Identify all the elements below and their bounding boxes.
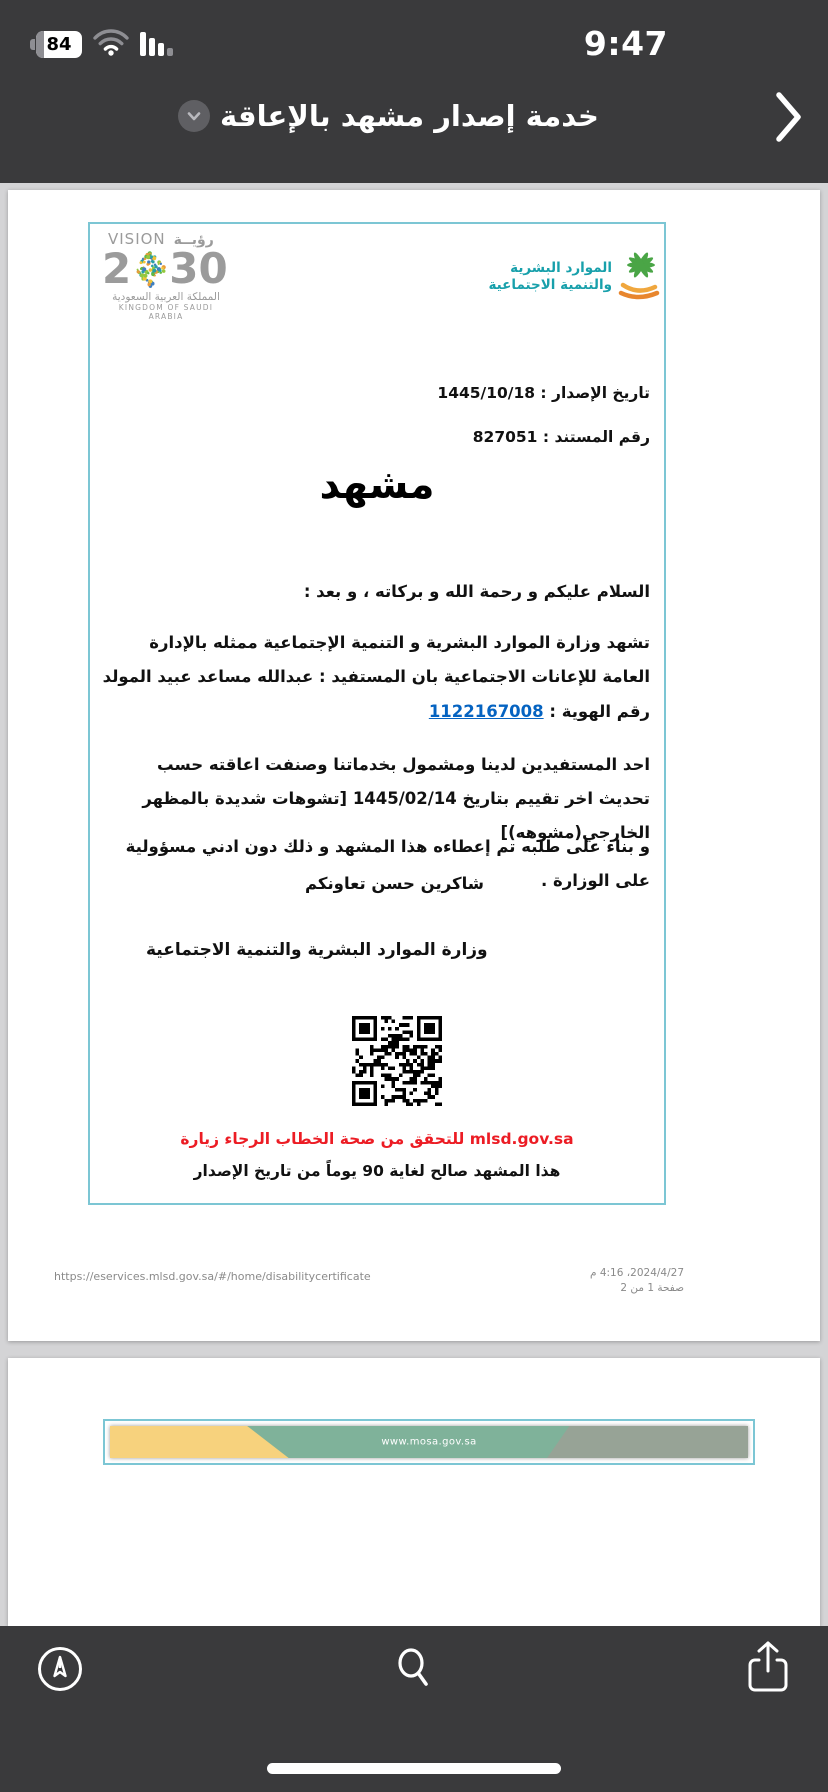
page2-footer-banner xyxy=(110,1426,748,1458)
vision-word-en: VISION xyxy=(108,230,166,248)
wifi-icon xyxy=(93,29,129,60)
footer-source-url: https://eservices.mlsd.gov.sa/#/home/disabilitycertificate xyxy=(54,1270,371,1283)
document-number-line: رقم المستند : 827051 xyxy=(472,428,650,446)
body-paragraph-3: و بناء على طلبه تم إعطاءه هذا المشهد و ذلك دون ادني مسؤولية على الوزارة . xyxy=(125,837,650,890)
document-number-value: 827051 xyxy=(472,428,538,446)
battery-icon xyxy=(36,31,82,58)
footer-datetime: 2024/4/27، 4:16 م xyxy=(589,1267,684,1279)
body-paragraph-2: احد المستفيدين لدينا ومشمول بخدماتنا وصنفت اعاقته حسب تحديث اخر تقييم بتاريخ 1445/02/14 [تشوهات شديدة بالمظهر الخارجي(مشوهه)] xyxy=(142,755,650,842)
certificate-title: مشهد xyxy=(319,462,435,508)
navigation-bar xyxy=(0,0,828,183)
ministry-signature: وزارة الموارد البشرية والتنمية الاجتماعية xyxy=(146,940,488,960)
bottom-toolbar xyxy=(0,1626,828,1792)
ministry-palm-icon xyxy=(618,250,662,304)
home-indicator[interactable] xyxy=(267,1763,561,1774)
issue-date-line: تاريخ الإصدار : 1445/10/18 xyxy=(437,384,650,402)
vision-2030-emblem xyxy=(132,249,168,289)
validity-notice: هذا المشهد صالح لغاية 90 يوماً من تاريخ الإصدار xyxy=(193,1162,561,1180)
kingdom-name-en: KINGDOM OF SAUDI ARABIA xyxy=(118,303,214,321)
status-icons xyxy=(36,30,173,58)
nav-title-group xyxy=(178,88,599,144)
battery-percent: 84 xyxy=(46,33,72,55)
kingdom-name-ar: المملكة العربية السعودية xyxy=(112,291,220,303)
document-viewer[interactable] xyxy=(0,183,828,1626)
ministry-logo: الموارد البشرية والتنمية الاجتماعية xyxy=(488,250,662,304)
verification-notice: للتحقق من صحة الخطاب الرجاء زيارة mlsd.gov.sa xyxy=(180,1130,574,1148)
share-icon[interactable] xyxy=(742,1640,794,1692)
greeting-line: السلام عليكم و رحمة الله و بركاته ، و بعد : xyxy=(303,582,650,601)
qr-code xyxy=(352,1016,442,1106)
body-paragraph-1: تشهد وزارة الموارد البشرية و التنمية الإجتماعية ممثله بالإدارة العامة للإعانات الاجتماعية بان المستفيد : عبدالله مساعد عبيد المولد xyxy=(102,633,650,686)
vision-2030-logo: VISION رؤيــة 2 30 المملكة العربية السعودية KINGDOM OF SAUDI ARABIA xyxy=(102,230,242,321)
page2-banner-frame xyxy=(103,1419,755,1465)
cellular-signal-icon xyxy=(140,32,173,56)
pdf-page-1 xyxy=(8,190,820,1341)
vision-word-ar: رؤيــة xyxy=(173,232,214,248)
page-title: خدمة إصدار مشهد بالإعاقة xyxy=(220,99,599,133)
thanks-line: شاكرين حسن تعاونكم xyxy=(304,874,484,893)
issue-date-value: 1445/10/18 xyxy=(437,384,536,402)
status-time: 9:47 xyxy=(583,24,668,63)
national-id-link[interactable]: 1122167008 xyxy=(428,702,544,721)
chevron-down-icon[interactable] xyxy=(178,100,210,132)
pdf-page-2 xyxy=(8,1358,820,1626)
footer-page-number: صفحة 1 من 2 xyxy=(620,1282,684,1294)
certificate-frame xyxy=(88,222,666,1205)
search-icon[interactable] xyxy=(388,1644,440,1696)
banner-url: www.mosa.gov.sa xyxy=(381,1436,477,1448)
back-chevron-icon[interactable] xyxy=(774,90,804,147)
national-id-line: رقم الهوية : 1122167008 xyxy=(428,702,650,721)
markup-pen-icon[interactable] xyxy=(34,1644,86,1696)
